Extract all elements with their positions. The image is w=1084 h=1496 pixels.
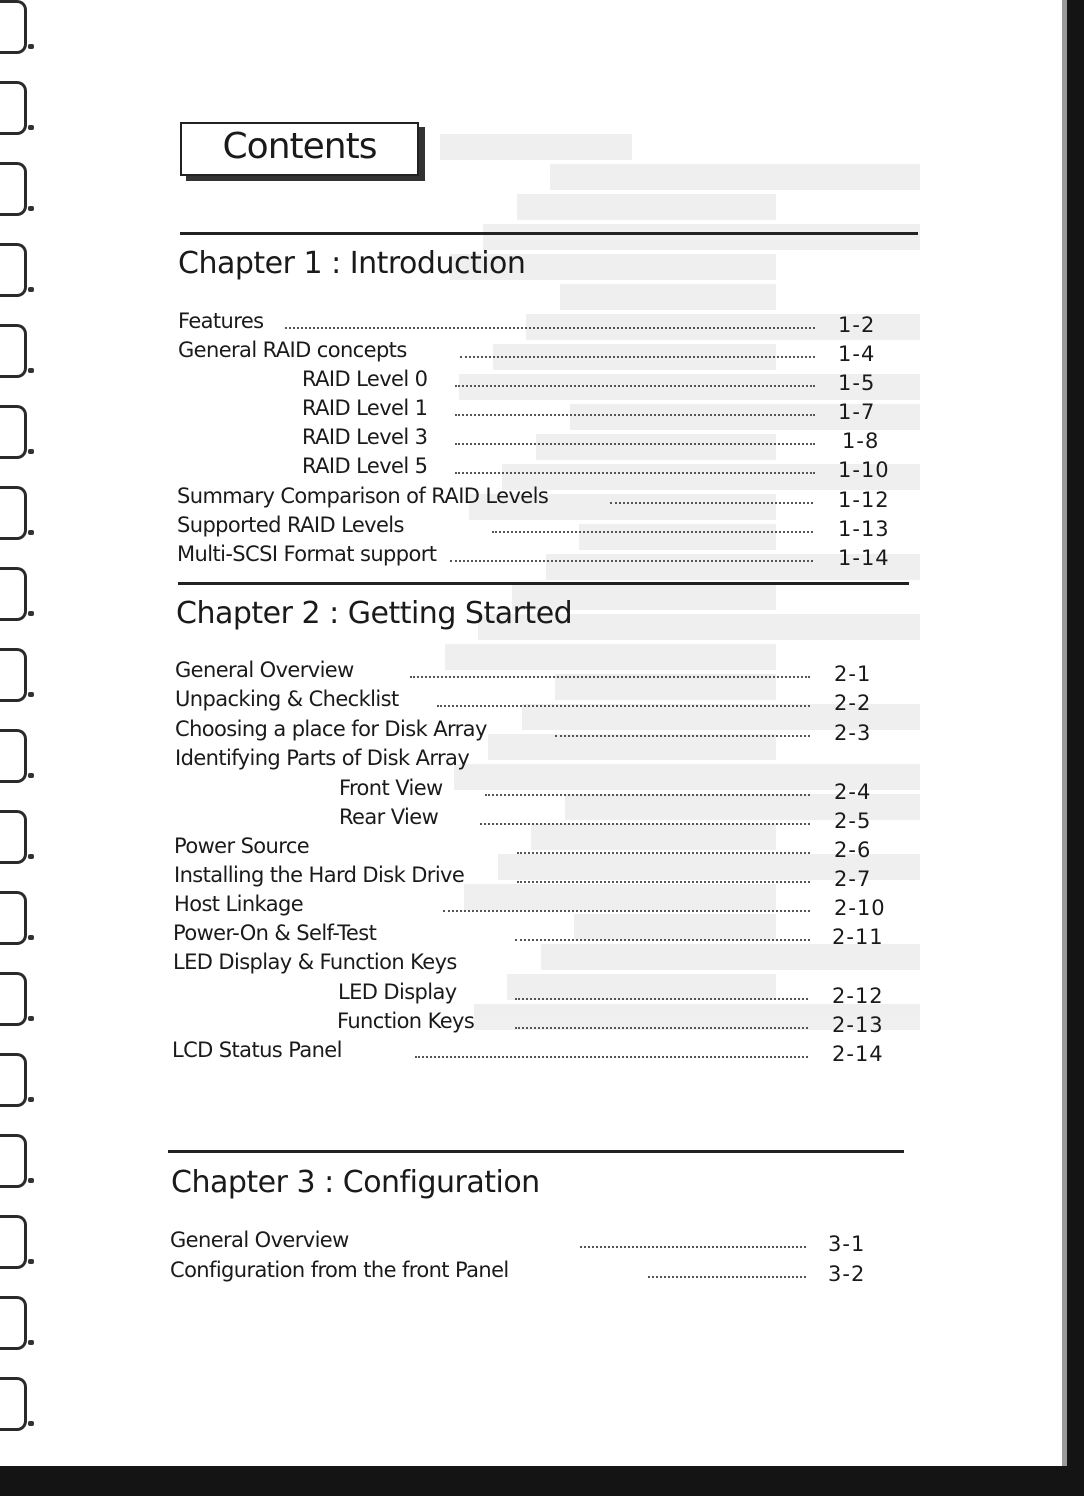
chapter-3-rule xyxy=(168,1150,904,1153)
toc-entry-label: Rear View xyxy=(339,805,439,829)
binding-ring-arc xyxy=(0,324,27,378)
toc-entry-page: 2-2 xyxy=(834,691,872,715)
dot-leader xyxy=(515,1027,808,1029)
toc-entry-page: 2-14 xyxy=(832,1042,884,1066)
binding-ring-arc xyxy=(0,810,27,864)
spiral-binding xyxy=(0,0,40,1466)
binding-ring xyxy=(0,1215,30,1275)
toc-entry-page: 1-2 xyxy=(838,313,876,337)
dot-leader xyxy=(285,327,815,329)
toc-entry-page: 1-13 xyxy=(838,517,890,541)
toc-entry-label: Identifying Parts of Disk Array xyxy=(175,746,470,770)
binding-ring-arc xyxy=(0,1053,27,1107)
dot-leader xyxy=(555,735,810,737)
toc-entry-page: 1-14 xyxy=(838,546,890,570)
dot-leader xyxy=(648,1276,806,1278)
binding-ring-arc xyxy=(0,81,27,135)
chapter-1-heading: Chapter 1 : Introduction xyxy=(178,246,526,281)
toc-entry-page: 2-6 xyxy=(834,838,872,862)
dot-leader xyxy=(517,881,810,883)
show-through-line xyxy=(574,914,776,940)
binding-ring-hole xyxy=(28,1259,34,1264)
binding-ring-hole xyxy=(28,1421,34,1426)
toc-entry-page: 2-7 xyxy=(834,867,872,891)
dot-leader xyxy=(450,560,813,562)
toc-entry-label: Unpacking & Checklist xyxy=(175,687,399,711)
dot-leader xyxy=(480,823,810,825)
binding-ring-hole xyxy=(28,530,34,535)
toc-entry-page: 1-12 xyxy=(838,488,890,512)
toc-entry-label: Summary Comparison of RAID Levels xyxy=(177,484,549,508)
binding-ring xyxy=(0,1134,30,1194)
show-through-line xyxy=(445,644,776,670)
toc-entry-label: Supported RAID Levels xyxy=(177,513,404,537)
binding-ring-arc xyxy=(0,405,27,459)
binding-ring xyxy=(0,810,30,870)
binding-ring-arc xyxy=(0,243,27,297)
show-through-line xyxy=(550,164,920,190)
binding-ring xyxy=(0,324,30,384)
dot-leader xyxy=(580,1246,806,1248)
toc-entry-label: LCD Status Panel xyxy=(172,1038,342,1062)
binding-ring-arc xyxy=(0,0,27,54)
binding-ring xyxy=(0,1296,30,1356)
show-through-line xyxy=(507,974,776,1000)
binding-ring xyxy=(0,243,30,303)
toc-entry-label: Features xyxy=(178,309,264,333)
toc-entry-label: Configuration from the front Panel xyxy=(170,1258,509,1282)
toc-entry-label: General RAID concepts xyxy=(178,338,407,362)
binding-ring xyxy=(0,486,30,546)
dot-leader xyxy=(443,910,810,912)
toc-entry-label: RAID Level 3 xyxy=(302,425,428,449)
binding-ring xyxy=(0,972,30,1032)
toc-entry-page: 2-3 xyxy=(834,721,872,745)
toc-entry-page: 1-7 xyxy=(838,400,876,424)
page-title: Contents xyxy=(222,126,377,167)
binding-ring-hole xyxy=(28,368,34,373)
binding-ring-hole xyxy=(28,1097,34,1102)
binding-ring-hole xyxy=(28,692,34,697)
toc-entry-page: 2-11 xyxy=(832,925,884,949)
binding-ring-hole xyxy=(28,125,34,130)
binding-ring xyxy=(0,567,30,627)
toc-entry-page: 1-8 xyxy=(842,429,880,453)
binding-ring-hole xyxy=(28,611,34,616)
toc-entry-page: 3-2 xyxy=(828,1262,866,1286)
toc-entry-label: RAID Level 1 xyxy=(302,396,428,420)
binding-ring xyxy=(0,1053,30,1113)
show-through-line xyxy=(531,824,776,850)
binding-ring-hole xyxy=(28,1340,34,1345)
toc-entry-page: 2-1 xyxy=(834,662,872,686)
toc-entry-page: 2-10 xyxy=(834,896,886,920)
dot-leader xyxy=(517,852,810,854)
binding-ring-hole xyxy=(28,206,34,211)
binding-ring-arc xyxy=(0,1377,27,1431)
dot-leader xyxy=(460,356,815,358)
toc-entry-page: 3-1 xyxy=(828,1232,866,1256)
toc-entry-label: General Overview xyxy=(170,1228,349,1252)
dot-leader xyxy=(415,1056,808,1058)
toc-entry-label: Function Keys xyxy=(337,1009,475,1033)
toc-entry-label: Front View xyxy=(339,776,443,800)
dot-leader xyxy=(515,939,810,941)
binding-ring-arc xyxy=(0,567,27,621)
toc-entry-label: LED Display xyxy=(338,980,457,1004)
toc-entry-label: Power Source xyxy=(174,834,310,858)
toc-entry-page: 2-5 xyxy=(834,809,872,833)
binding-ring-hole xyxy=(28,44,34,49)
dot-leader xyxy=(455,443,815,445)
binding-ring-hole xyxy=(28,773,34,778)
show-through-line xyxy=(464,884,776,910)
binding-ring xyxy=(0,81,30,141)
dot-leader xyxy=(492,531,813,533)
binding-ring xyxy=(0,648,30,708)
show-through-line xyxy=(440,134,632,160)
binding-ring-arc xyxy=(0,972,27,1026)
toc-entry-page: 1-10 xyxy=(838,458,890,482)
binding-ring-hole xyxy=(28,935,34,940)
binding-ring-arc xyxy=(0,891,27,945)
dot-leader xyxy=(437,705,810,707)
toc-entry-page: 2-13 xyxy=(832,1013,884,1037)
show-through-line xyxy=(483,224,920,250)
contents-title-box xyxy=(180,122,419,176)
toc-entry-label: General Overview xyxy=(175,658,354,682)
binding-ring xyxy=(0,729,30,789)
chapter-3-heading: Chapter 3 : Configuration xyxy=(171,1165,540,1200)
dot-leader xyxy=(455,472,815,474)
page-edge xyxy=(1062,0,1067,1466)
binding-ring xyxy=(0,1377,30,1437)
binding-ring-hole xyxy=(28,287,34,292)
binding-ring-hole xyxy=(28,449,34,454)
binding-ring xyxy=(0,891,30,951)
binding-ring-arc xyxy=(0,648,27,702)
dot-leader xyxy=(515,998,808,1000)
binding-ring-hole xyxy=(28,1016,34,1021)
binding-ring-hole xyxy=(28,1178,34,1183)
binding-ring-arc xyxy=(0,1134,27,1188)
chapter-2-rule xyxy=(178,582,909,585)
dot-leader xyxy=(455,414,815,416)
toc-entry-label: Host Linkage xyxy=(174,892,304,916)
dot-leader xyxy=(455,385,815,387)
chapter-1-rule xyxy=(180,232,918,235)
toc-entry-label: RAID Level 5 xyxy=(302,454,428,478)
show-through-line xyxy=(517,194,776,220)
toc-entry-page: 1-5 xyxy=(838,371,876,395)
toc-entry-label: Installing the Hard Disk Drive xyxy=(174,863,465,887)
toc-entry-label: RAID Level 0 xyxy=(302,367,428,391)
binding-ring xyxy=(0,0,30,60)
binding-ring-arc xyxy=(0,162,27,216)
binding-ring-arc xyxy=(0,729,27,783)
toc-entry-page: 2-12 xyxy=(832,984,884,1008)
toc-entry-label: LED Display & Function Keys xyxy=(173,950,457,974)
show-through-line xyxy=(488,734,776,760)
binding-ring-arc xyxy=(0,486,27,540)
binding-ring-hole xyxy=(28,854,34,859)
toc-entry-page: 1-4 xyxy=(838,342,876,366)
chapter-2-heading: Chapter 2 : Getting Started xyxy=(176,596,573,631)
binding-ring-arc xyxy=(0,1296,27,1350)
binding-ring xyxy=(0,405,30,465)
binding-ring xyxy=(0,162,30,222)
dot-leader xyxy=(485,794,810,796)
toc-entry-label: Power-On & Self-Test xyxy=(173,921,377,945)
toc-entry-page: 2-4 xyxy=(834,780,872,804)
toc-entry-label: Choosing a place for Disk Array xyxy=(175,717,487,741)
binding-ring-arc xyxy=(0,1215,27,1269)
show-through-line xyxy=(560,284,776,310)
show-through-line xyxy=(536,434,776,460)
dot-leader xyxy=(610,502,813,504)
show-through-line xyxy=(579,524,776,550)
dot-leader xyxy=(410,676,810,678)
toc-entry-label: Multi-SCSI Format support xyxy=(177,542,437,566)
